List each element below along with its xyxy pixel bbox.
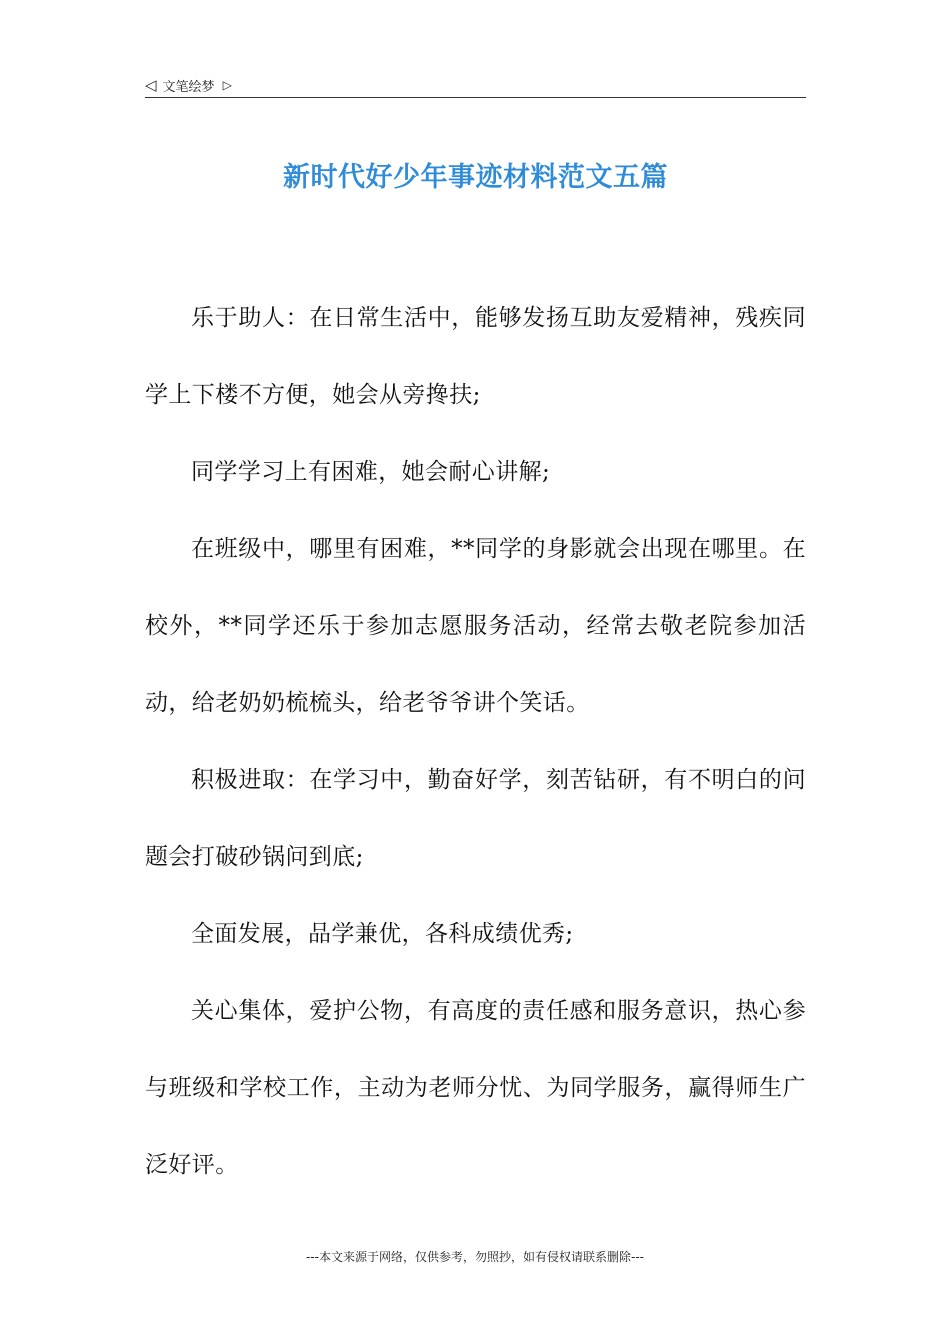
- triangle-left-icon: ◁: [145, 75, 157, 94]
- header-divider: [145, 97, 806, 98]
- document-title: 新时代好少年事迹材料范文五篇: [283, 162, 668, 193]
- paragraph: 全面发展，品学兼优，各科成绩优秀;: [191, 921, 574, 947]
- triangle-right-icon: ▷: [222, 78, 232, 92]
- paragraph: 乐于助人：在日常生活中，能够发扬互助友爱精神，残疾同学上下楼不方便，她会从旁搀扶;: [145, 305, 806, 408]
- paragraph: 在班级中，哪里有困难，**同学的身影就会出现在哪里。在校外，**同学还乐于参加志愿服务活动，经常去敬老院参加活动，给老奶奶梳梳头，给老爷爷讲个笑话。: [145, 536, 806, 716]
- paragraph: 同学学习上有困难，她会耐心讲解;: [191, 459, 551, 485]
- paragraph: 关心集体，爱护公物，有高度的责任感和服务意识，热心参与班级和学校工作，主动为老师分忧、为同学服务，赢得师生广泛好评。: [145, 998, 806, 1178]
- page-header: [145, 74, 806, 96]
- footer-note: ---本文来源于网络，仅供参考，勿照抄，如有侵权请联系删除---: [306, 1250, 644, 1264]
- paragraph: 积极进取：在学习中，勤奋好学，刻苦钻研，有不明白的问题会打破砂锅问到底;: [145, 767, 806, 870]
- brand-label: 文笔绘梦: [162, 79, 215, 95]
- document-body: [145, 280, 806, 1204]
